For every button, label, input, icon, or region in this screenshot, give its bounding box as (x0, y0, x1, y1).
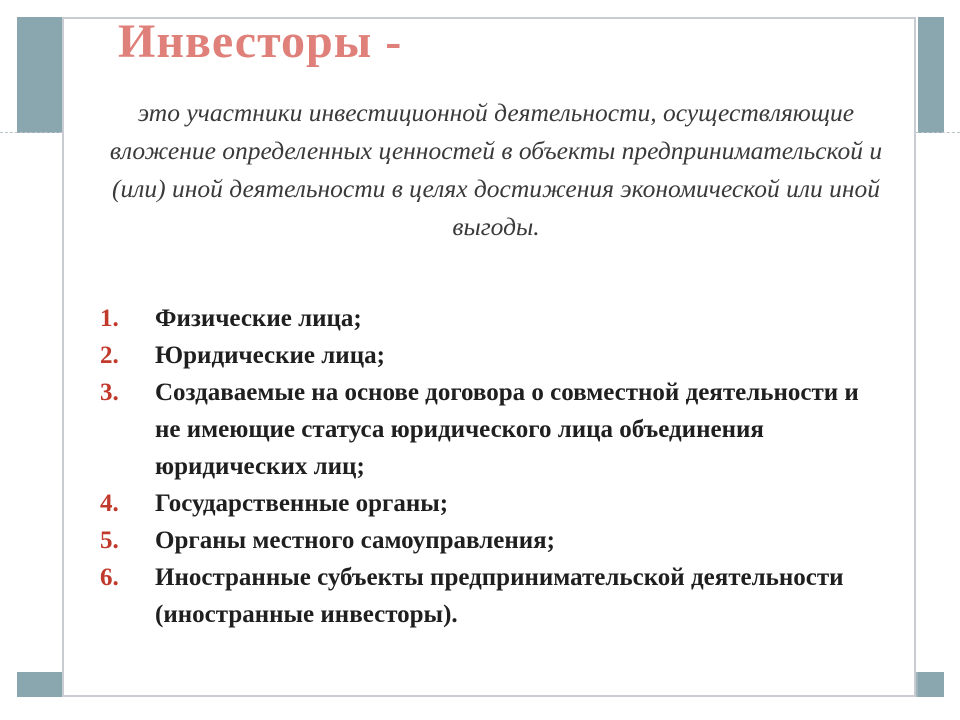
list-item (100, 300, 880, 337)
corner-decoration-top-left (17, 17, 62, 133)
list-text: Органы местного самоуправления; (155, 527, 555, 554)
list-item (100, 559, 880, 633)
list-item (100, 485, 880, 522)
definition-text: это участники инвестиционной деятельности, осуществляющие вложение определенных ценностей в объекты предпринимательской и (или) иной деятельности в целях достижения экономической или иной выгоды. (109, 98, 883, 241)
list-text: Иностранные субъекты предпринимательской деятельности (иностранные инвесторы). (155, 564, 844, 628)
corner-decoration-bottom-left (17, 672, 62, 697)
list-number: 4. (100, 490, 119, 517)
list-number: 6. (100, 564, 119, 591)
slide-title: Инвесторы - (118, 15, 403, 68)
list-item (100, 337, 880, 374)
list-number: 5. (100, 527, 119, 554)
divider-right (916, 132, 960, 134)
list-number: 1. (100, 305, 119, 332)
divider-left (0, 132, 62, 134)
corner-decoration-top-right (918, 17, 944, 133)
investor-types-list (100, 300, 880, 633)
list-item (100, 374, 880, 485)
list-number: 2. (100, 342, 119, 369)
list-text: Государственные органы; (155, 490, 449, 517)
list-text: Физические лица; (155, 305, 362, 332)
corner-decoration-bottom-right (918, 672, 944, 697)
list-item (100, 522, 880, 559)
list-text: Юридические лица; (155, 342, 385, 369)
list-number: 3. (100, 379, 119, 406)
list-text: Создаваемые на основе договора о совместной деятельности и не имеющие статуса юридического лица объединения юридических лиц; (155, 379, 859, 480)
